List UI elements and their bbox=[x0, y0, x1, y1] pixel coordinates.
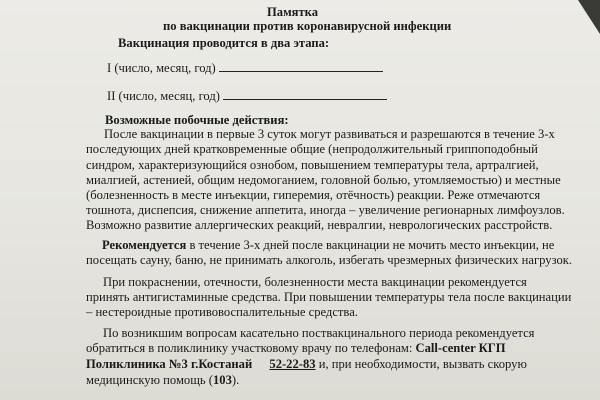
contact-line-4-start: медицинскую помощь ( bbox=[86, 373, 213, 387]
side-effects-line: миалгией, астенией, общим недомоганием, головной болью, утомляемостью) и местные bbox=[86, 173, 561, 187]
recommend-rest: в течение 3-х дней после вакцинации не мочить место инъекции, не bbox=[186, 238, 555, 252]
stage-2-row bbox=[107, 88, 387, 104]
contact-line-1: По возникшим вопросам касательно поствакцинального периода рекомендуется bbox=[103, 326, 535, 340]
side-effects-line: тошнота, диспепсия, снижение аппетита, иногда – увеличение регионарных лимфоузлов. bbox=[86, 203, 565, 217]
side-effects-line: (болезненность в месте инъекции, гиперемия, отёчность) реакции. Реже отмечаются bbox=[86, 188, 541, 202]
side-effects-heading: Возможные побочные действия: bbox=[105, 113, 289, 127]
stage-2-label: II (число, месяц, год) bbox=[107, 89, 220, 103]
call-center-label: Call-center КГП bbox=[415, 341, 506, 355]
side-effects-line: После вакцинации в первые 3 суток могут развиваться и разрешаются в течение 3-х bbox=[104, 127, 555, 141]
recommend-line-2: посещать сауну, баню, не принимать алкоголь, избегать чрезмерных физических нагрузок. bbox=[86, 253, 573, 267]
stage-1-row bbox=[107, 60, 383, 76]
contact-line-4 bbox=[86, 373, 239, 388]
memo-subtitle: по вакцинации против коронавирусной инфекции bbox=[163, 19, 452, 33]
stages-heading: Вакцинация проводится в два этапа: bbox=[118, 36, 330, 50]
contact-line-2-text: обратиться в поликлинику участковому врачу по телефонам: bbox=[86, 341, 416, 355]
redness-line: – нестероидные противовоспалительные средства. bbox=[86, 305, 358, 319]
redness-line: принять антигистаминные средства. При повышении температуры тела после вакцинации bbox=[86, 290, 572, 304]
recommend-line bbox=[102, 238, 554, 253]
stage-1-label: I (число, месяц, год) bbox=[107, 61, 216, 75]
recommend-lead: Рекомендуется bbox=[102, 238, 187, 252]
emergency-number: 103 bbox=[213, 373, 232, 387]
stage-1-date-blank[interactable] bbox=[219, 60, 383, 72]
clinic-phone: 52-22-83 bbox=[269, 357, 316, 371]
stage-2-date-blank[interactable] bbox=[223, 88, 387, 100]
contact-line-2 bbox=[86, 341, 506, 356]
contact-line-4-end: ). bbox=[231, 373, 240, 387]
page-corner bbox=[578, 0, 600, 34]
side-effects-line: последующих дней кратковременные общие (непродолжительный гриппоподобный bbox=[86, 142, 538, 156]
redness-line: При покраснении, отечности, болезненности места вакцинации рекомендуется bbox=[103, 275, 527, 289]
side-effects-line: синдром, характеризующийся ознобом, повышением температуры тела, артралгией, bbox=[86, 158, 539, 172]
contact-line-3 bbox=[86, 357, 527, 372]
contact-line-3-rest: и, при необходимости, вызвать скорую bbox=[315, 357, 527, 371]
clinic-name: Поликлиника №3 г.Костанай bbox=[86, 357, 253, 371]
memo-title: Памятка bbox=[267, 5, 319, 19]
side-effects-line: Возможно развитие аллергических реакций, неврал​гии, неврологических расстройств. bbox=[86, 218, 553, 232]
